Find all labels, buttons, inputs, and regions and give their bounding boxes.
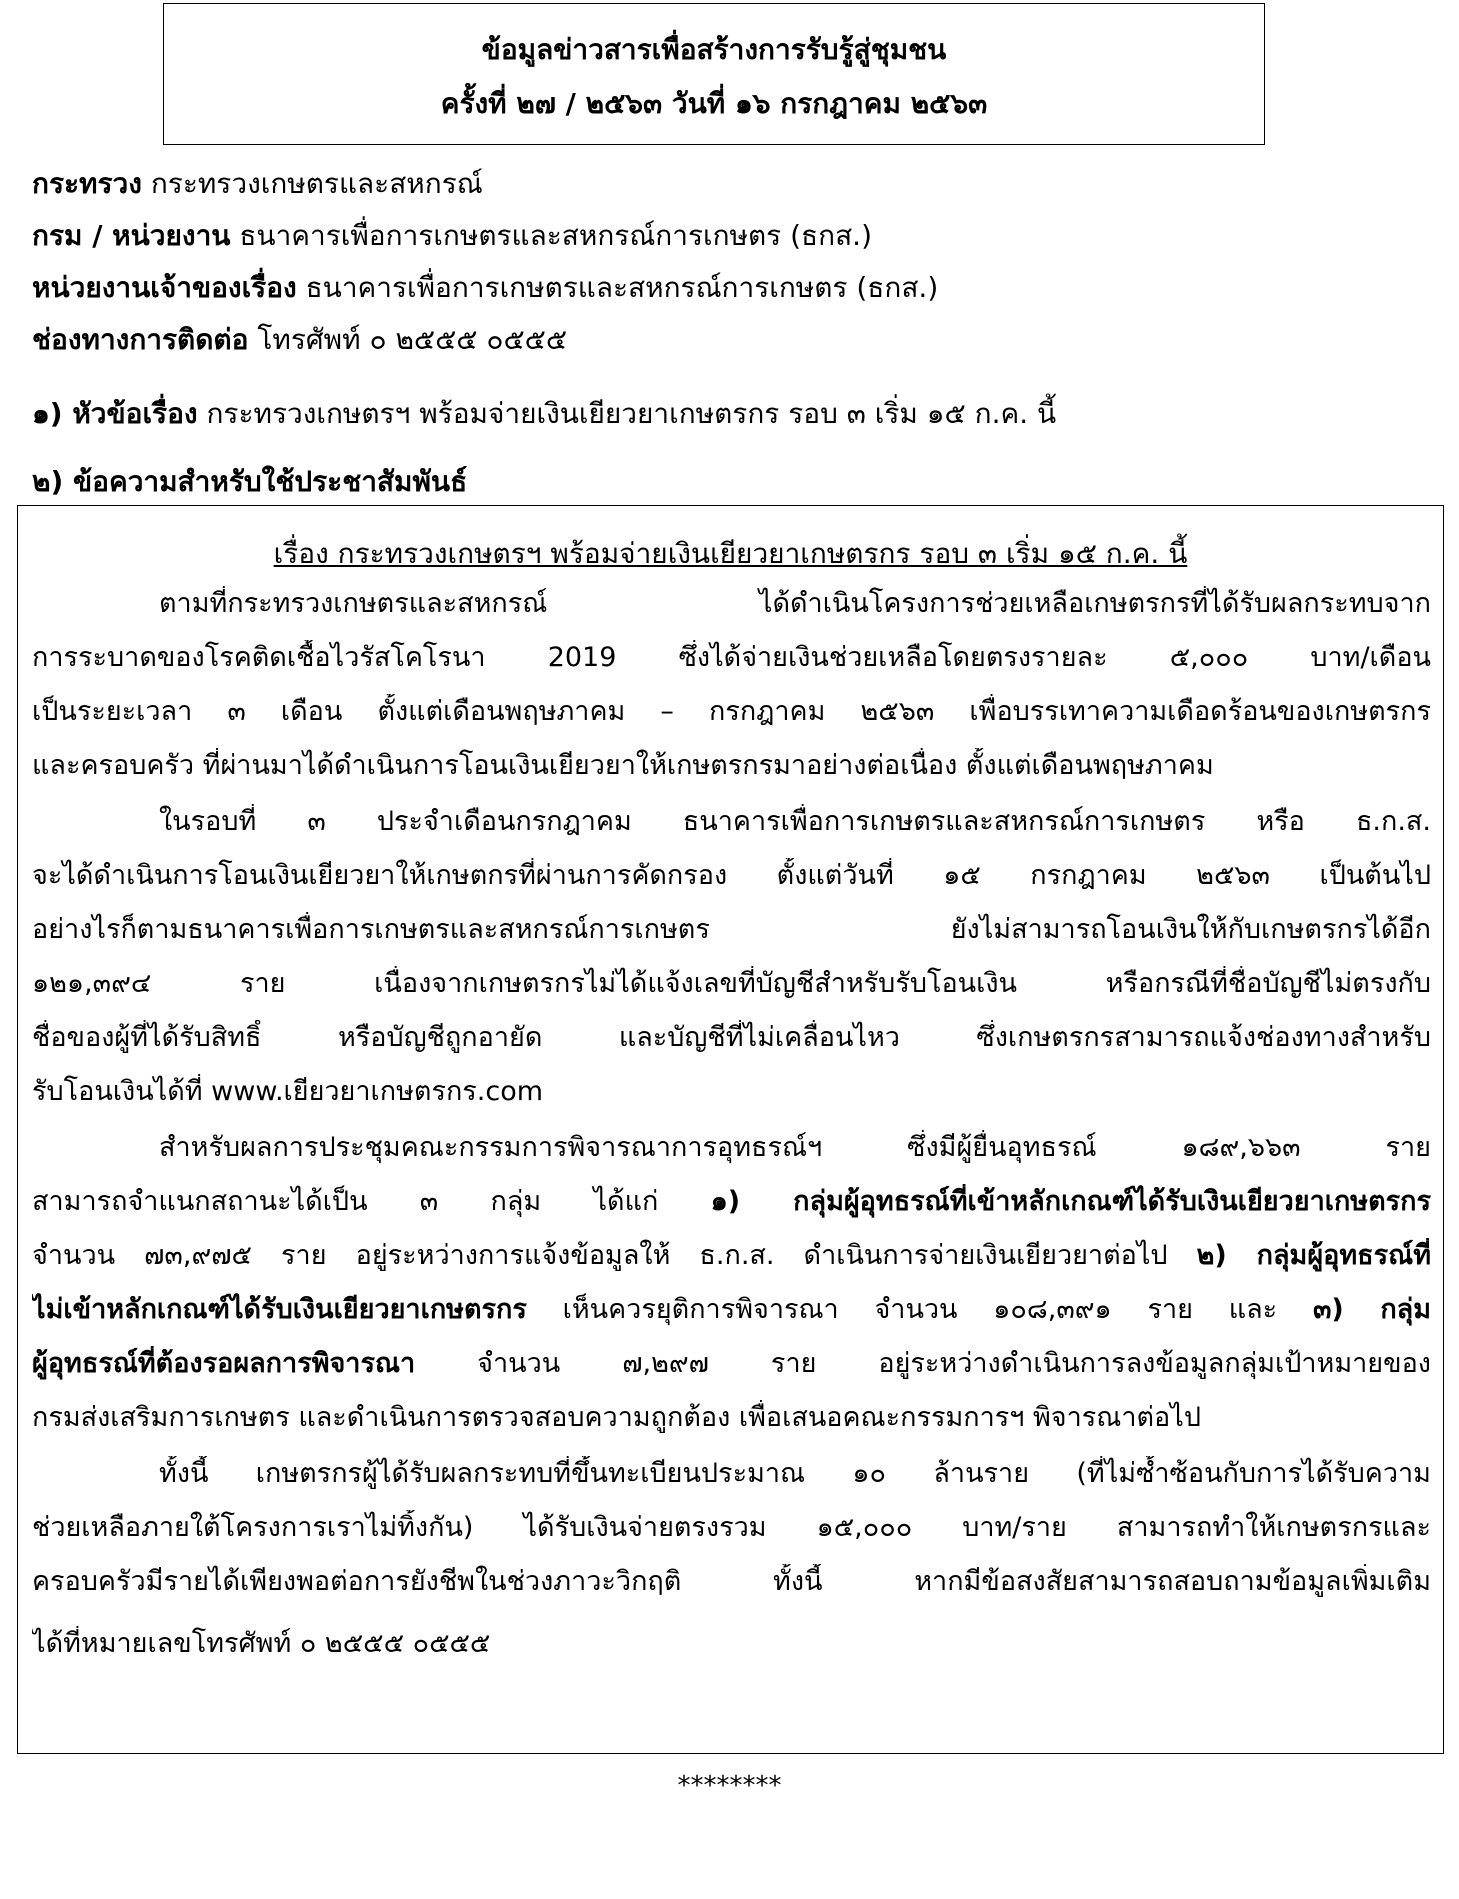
department-line (32, 218, 872, 254)
paragraph-3-bold-text: ๑) กลุ่มผู้อุทธรณ์ที่เข้าหลักเกณฑ์ได้รับเงินเยียวยาเกษตรกร (710, 1186, 1431, 1217)
department-label: กรม / หน่วยงาน (32, 219, 231, 252)
press-release-title-text: เรื่อง กระทรวงเกษตรฯ พร้อมจ่ายเงินเยียวยาเกษตรกร รอบ ๓ เริ่ม ๑๕ ก.ค. นี้ (273, 537, 1188, 570)
press-release-box (17, 505, 1444, 1754)
paragraph-2-line: ชื่อของผู้ที่ได้รับสิทธิ์ หรือบัญชีถูกอายัด และบัญชีที่ไม่เคลื่อนไหว ซึ่งเกษตรกรสามารถแจ้งช่องทางสำหรับ (32, 1022, 1431, 1053)
paragraph-2-line: จะได้ดำเนินการโอนเงินเยียวยาให้เกษตกรที่ผ่านการคัดกรอง ตั้งแต่วันที่ ๑๕ กรกฎาคม ๒๕๖๓ เป็นต้นไป (32, 860, 1431, 891)
document-title: ข้อมูลข่าวสารเพื่อสร้างการรับรู้สู่ชุมชน (481, 33, 947, 66)
paragraph-3-line: สำหรับผลการประชุมคณะกรรมการพิจารณาการอุทธรณ์ฯ ซึ่งมีผู้ยื่นอุทธรณ์ ๑๘๙,๖๖๓ ราย (159, 1132, 1431, 1163)
paragraph-1-line: ตามที่กระทรวงเกษตรและสหกรณ์ ได้ดำเนินโครงการช่วยเหลือเกษตรกรที่ได้รับผลกระทบจาก (159, 588, 1431, 619)
paragraph-3-text: เห็นควรยุติการพิจารณา จำนวน ๑๐๘,๓๙๑ ราย และ (526, 1294, 1313, 1325)
paragraph-2-line: ในรอบที่ ๓ ประจำเดือนกรกฎาคม ธนาคารเพื่อการเกษตรและสหกรณ์การเกษตร หรือ ธ.ก.ส. (159, 806, 1431, 837)
contact-label: ช่องทางการติดต่อ (32, 323, 249, 356)
paragraph-3-bold-text: ๓) กลุ่ม (1312, 1294, 1431, 1325)
paragraph-1-line: การระบาดของโรคติดเชื้อไวรัสโคโรนา 2019 ซึ่งได้จ่ายเงินช่วยเหลือโดยตรงรายละ ๕,๐๐๐ บาท/เดือน (32, 642, 1431, 673)
paragraph-3-text: สามารถจำแนกสถานะได้เป็น ๓ กลุ่ม ได้แก่ (32, 1186, 711, 1217)
contact-line (32, 322, 567, 358)
pr-label: ๒) ข้อความสำหรับใช้ประชาสัมพันธ์ (32, 465, 468, 498)
paragraph-3-line: กรมส่งเสริมการเกษตร และดำเนินการตรวจสอบความถูกต้อง เพื่อเสนอคณะกรรมการฯ พิจารณาต่อไป (32, 1402, 1201, 1433)
paragraph-3-bold-text: ๒) กลุ่มผู้อุทธรณ์ที่ (1196, 1240, 1431, 1271)
ministry-value: กระทรวงเกษตรและสหกรณ์ (141, 167, 483, 200)
paragraph-3-line (32, 1346, 1431, 1382)
paragraph-3-bold-text: ผู้อุทธรณ์ที่ต้องรอผลการพิจารณา (32, 1348, 416, 1379)
paragraph-4-line: ได้ที่หมายเลขโทรศัพท์ ๐ ๒๕๕๕ ๐๕๕๕ (32, 1628, 491, 1659)
press-release-title (18, 536, 1443, 572)
paragraph-1-line: เป็นระยะเวลา ๓ เดือน ตั้งแต่เดือนพฤษภาคม – กรกฎาคม ๒๕๖๓ เพื่อบรรเทาความเดือดร้อนของเกษตรกร (32, 696, 1431, 727)
end-marker: ******** (677, 1771, 782, 1801)
ministry-line (32, 166, 483, 202)
paragraph-2-line: รับโอนเงินได้ที่ www.เยียวยาเกษตรกร.com (32, 1076, 544, 1107)
topic-line (32, 396, 1056, 432)
paragraph-2-line: อย่างไรก็ตามธนาคารเพื่อการเกษตรและสหกรณ์การเกษตร ยังไม่สามารถโอนเงินให้กับเกษตรกรได้อีก (32, 914, 1431, 945)
paragraph-3-line (32, 1184, 1431, 1220)
document-issue-date: ครั้งที่ ๒๗ / ๒๕๖๓ วันที่ ๑๖ กรกฎาคม ๒๕๖๓ (440, 87, 988, 120)
paragraph-3-line (32, 1292, 1431, 1328)
paragraph-3-bold-text: ไม่เข้าหลักเกณฑ์ได้รับเงินเยียวยาเกษตรกร (32, 1294, 527, 1325)
header-box (163, 3, 1265, 145)
paragraph-3-line (32, 1238, 1431, 1274)
paragraph-2-line: ๑๒๑,๓๙๔ ราย เนื่องจากเกษตรกรไม่ได้แจ้งเลขที่บัญชีสำหรับรับโอนเงิน หรือกรณีที่ชื่อบัญชีไม่ตรงกับ (32, 968, 1431, 999)
topic-label: ๑) หัวข้อเรื่อง (32, 397, 198, 430)
paragraph-3-text: จำนวน ๗๓,๙๗๕ ราย อยู่ระหว่างการแจ้งข้อมูลให้ ธ.ก.ส. ดำเนินการจ่ายเงินเยียวยาต่อไป (32, 1240, 1197, 1271)
topic-value: กระทรวงเกษตรฯ พร้อมจ่ายเงินเยียวยาเกษตรกร รอบ ๓ เริ่ม ๑๕ ก.ค. นี้ (197, 397, 1057, 430)
paragraph-4-line: ช่วยเหลือภายใต้โครงการเราไม่ทิ้งกัน) ได้รับเงินจ่ายตรงรวม ๑๕,๐๐๐ บาท/ราย สามารถทำให้เกษตรกรและ (32, 1512, 1431, 1543)
paragraph-1-line: และครอบครัว ที่ผ่านมาได้ดำเนินการโอนเงินเยียวยาให้เกษตรกรมาอย่างต่อเนื่อง ตั้งแต่เดือนพฤษภาคม (32, 750, 1214, 781)
owner-line (32, 270, 938, 306)
contact-value: โทรศัพท์ ๐ ๒๕๕๕ ๐๕๕๕ (248, 323, 568, 356)
paragraph-4-line: ทั้งนี้ เกษตรกรผู้ได้รับผลกระทบที่ขึ้นทะเบียนประมาณ ๑๐ ล้านราย (ที่ไม่ซ้ำซ้อนกับการได้รับความ (159, 1458, 1431, 1489)
pr-heading (32, 464, 467, 500)
department-value: ธนาคารเพื่อการเกษตรและสหกรณ์การเกษตร (ธกส.) (230, 219, 873, 252)
owner-value: ธนาคารเพื่อการเกษตรและสหกรณ์การเกษตร (ธกส.) (296, 271, 939, 304)
owner-label: หน่วยงานเจ้าของเรื่อง (32, 271, 297, 304)
paragraph-4-line: ครอบครัวมีรายได้เพียงพอต่อการยังชีพในช่วงภาวะวิกฤติ ทั้งนี้ หากมีข้อสงสัยสามารถสอบถามข้อมูลเพิ่มเติม (32, 1566, 1431, 1597)
ministry-label: กระทรวง (32, 167, 142, 200)
paragraph-3-text: จำนวน ๗,๒๙๗ ราย อยู่ระหว่างดำเนินการลงข้อมูลกลุ่มเป้าหมายของ (415, 1348, 1431, 1379)
